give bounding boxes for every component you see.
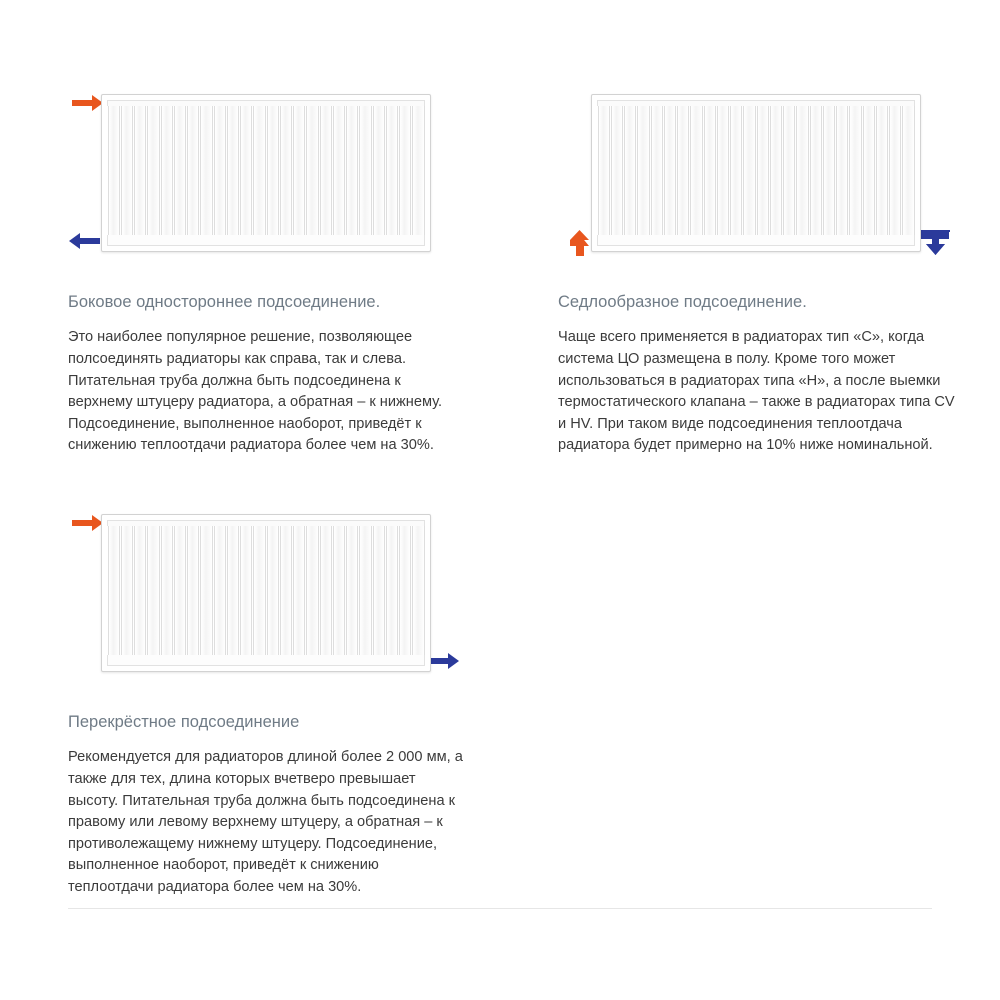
diagram-text-cross: Рекомендуется для радиаторов длиной более 2 000 мм, а также для тех, длина которых вчетверо превышает высоту. Питательная труба должна быть подсоединена к правому или левому верхнему штуцеру, а обратная – к противолежащему нижнему штуцеру. Подсоединение, выполненное наоборот, приведёт к снижению теплоотдачи радиатора более чем на 30%. xyxy=(68,749,463,895)
inlet-arrow-top-left-icon xyxy=(70,92,104,114)
diagram-block-side-one-sided xyxy=(68,80,468,457)
inlet-arrow-top-left-icon xyxy=(70,512,104,534)
diagram-block-saddle xyxy=(558,80,958,457)
diagram-text-side-one-sided: Это наиболее популярное решение, позволяющее полсоединять радиаторы как справа, так и слева. Питательная труба должна быть подсоединена к верхнему штуцеру радиатора, а обратная – к нижнему. Подсоединение, выполненное наоборот, приведёт к снижению теплоотдачи радиатора более чем на 30%. xyxy=(68,329,443,454)
diagram-caption-cross: Перекрёстное подсоединение xyxy=(68,713,300,731)
radiator-fins xyxy=(597,106,915,235)
radiator-panel xyxy=(591,94,921,252)
outlet-arrow-bottom-right-down-icon xyxy=(916,230,950,252)
radiator-bottom-rail xyxy=(107,235,425,246)
radiator-panel xyxy=(101,94,431,252)
inlet-arrow-bottom-left-up-icon xyxy=(558,230,592,252)
outlet-arrow-bottom-left-icon xyxy=(68,230,102,252)
radiator-fins xyxy=(107,526,425,655)
radiator-figure-cross xyxy=(68,500,468,690)
diagram-caption-saddle: Седлообразное подсоединение. xyxy=(558,293,807,311)
diagram-text-saddle: Чаще всего применяется в радиаторах тип «С», когда система ЦО размещена в полу. Кроме того может использоваться в радиаторах типа «Н», а после выемки термостатического клапана – также в радиаторах типа CV и HV. При таком виде подсоединения теплоотдача радиатора будет примерно на 10% ниже номинальной. xyxy=(558,329,955,454)
section-divider xyxy=(68,908,932,909)
radiator-figure-side-one-sided xyxy=(68,80,468,270)
radiator-figure-saddle xyxy=(558,80,958,270)
radiator-panel xyxy=(101,514,431,672)
radiator-bottom-rail xyxy=(597,235,915,246)
radiator-fins xyxy=(107,106,425,235)
diagram-block-cross xyxy=(68,500,468,899)
diagram-caption-side-one-sided: Боковое одностороннее подсоединение. xyxy=(68,293,381,311)
radiator-bottom-rail xyxy=(107,655,425,666)
outlet-arrow-bottom-right-icon xyxy=(426,650,460,672)
